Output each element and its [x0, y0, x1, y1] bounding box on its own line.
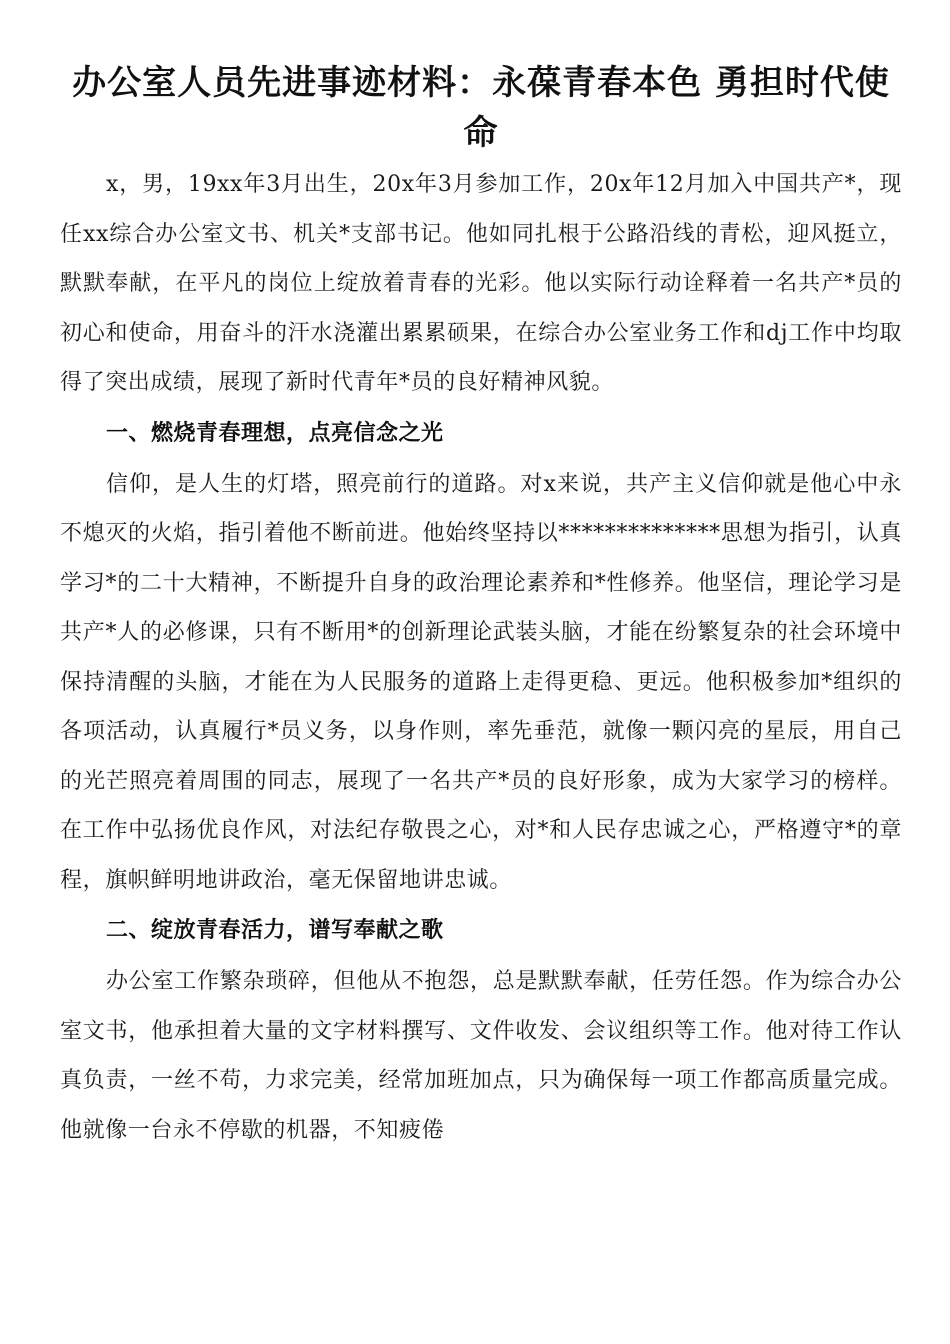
section-body-1: 信仰，是人生的灯塔，照亮前行的道路。对x来说，共产主义信仰就是他心中永不熄灭的火焰，指引着他不断前进。他始终坚持以**************思想为指引，认真学习*的二十大精神，不断提升自身的政治理论素养和*性修养。他坚信，理论学习是共产*人的必修课，只有不断用*的创新理论武装头脑，才能在纷繁复杂的社会环境中保持清醒的头脑，才能在为人民服务的道路上走得更稳、更远。他积极参加*组织的各项活动，认真履行*员义务，以身作则，率先垂范，就像一颗闪亮的星辰，用自己的光芒照亮着周围的同志，展现了一名共产*员的良好形象，成为大家学习的榜样。在工作中弘扬优良作风，对法纪存敬畏之心，对*和人民存忠诚之心，严格遵守*的章程，旗帜鲜明地讲政治，毫无保留地讲忠诚。 [60, 471, 902, 893]
section-heading-1: 一、燃烧青春理想，点亮信念之光 [106, 420, 444, 446]
section-heading-2: 二、绽放青春活力，谱写奉献之歌 [106, 918, 444, 943]
section-body-2: 办公室工作繁杂琐碎，但他从不抱怨，总是默默奉献，任劳任怨。作为综合办公室文书，他承担着大量的文字材料撰写、文件收发、会议组织等工作。他对待工作认真负责，一丝不苟，力求完美，经常加班加点，只为确保每一项工作都高质量完成。他就像一台永不停歇的机器，不知疲倦 [60, 969, 902, 1143]
document-title: 办公室人员先进事迹材料：永葆青春本色 勇担时代使命 [72, 63, 890, 153]
intro-paragraph: x，男，19xx年3月出生，20x年3月参加工作，20x年12月加入中国共产*，现任xx综合办公室文书、机关*支部书记。他如同扎根于公路沿线的青松，迎风挺立，默默奉献，在平凡的岗位上绽放着青春的光彩。他以实际行动诠释着一名共产*员的初心和使命，用奋斗的汗水浇灌出累累硕果，在综合办公室业务工作和dj工作中均取得了突出成绩，展现了新时代青年*员的良好精神风貌。 [60, 172, 902, 395]
